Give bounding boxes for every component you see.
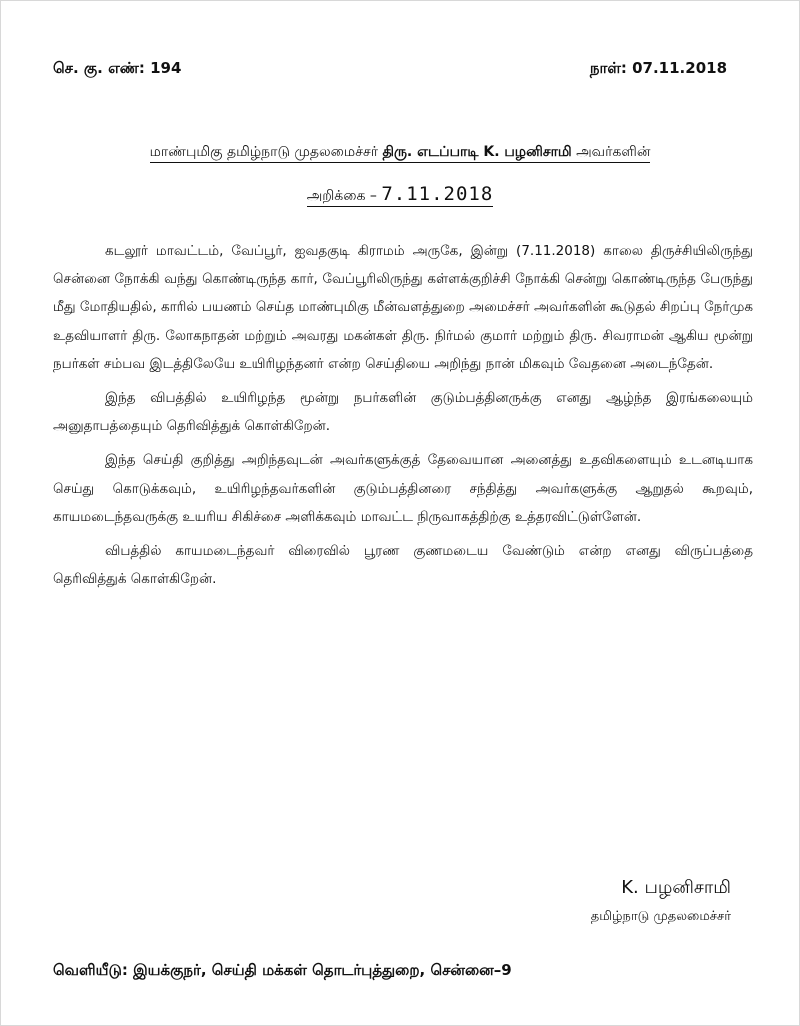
subheading-date: 7.11.2018	[381, 183, 494, 205]
paragraph-2: இந்த விபத்தில் உயிரிழந்த மூன்று நபர்களின் குடும்பத்தினருக்கு எனது ஆழ்ந்த இரங்கலையும் அனுதாபத்தையும் தெரிவித்துக் கொள்கிறேன்.	[53, 390, 753, 435]
heading-name: திரு. எடப்பாடி K. பழனிசாமி	[382, 144, 572, 160]
release-footer: வெளியீடு: இயக்குநர், செய்தி மக்கள் தொடர்புத்துறை, சென்னை–9	[53, 961, 512, 979]
subheading-underline	[306, 183, 494, 207]
statement-subheading	[1, 183, 799, 206]
paragraph-1: கடலூர் மாவட்டம், வேப்பூர், ஐவதகுடி கிராமம் அருகே, இன்று (7.11.2018) காலை திருச்சியிலிருந்து சென்னை நோக்கி வந்து கொண்டிருந்த கார், வேப்பூரிலிருந்து கள்ளக்குறிச்சி நோக்கி சென்று கொண்டிருந்த பேருந்து மீது மோதியதில், காரில் பயணம் செய்த மாண்புமிகு மீன்வளத்துறை அமைச்சர் அவர்களின் கூடுதல் சிறப்பு நேர்முக உதவியாளர் திரு. லோகநாதன் மற்றும் அவரது மகன்கள் திரு. நிர்மல் குமார் மற்றும் திரு. சிவராமன் ஆகிய மூன்று நபர்கள் சம்பவ இடத்திலேயே உயிரிழந்தனர் என்ற செய்தியை அறிந்து நான் மிகவும் வேதனை அடைந்தேன்.	[53, 243, 753, 372]
paragraph-3: இந்த செய்தி குறித்து அறிந்தவுடன் அவர்களுக்குத் தேவையான அனைத்து உதவிகளையும் உடனடியாக செய்து கொடுக்கவும், உயிரிழந்தவர்களின் குடும்பத்தினரை சந்தித்து அவர்களுக்கு ஆறுதல் கூறவும், காயமடைந்தவருக்கு உயரிய சிகிச்சை அளிக்கவும் மாவட்ட நிருவாகத்திற்கு உத்தரவிட்டுள்ளேன்.	[53, 452, 753, 525]
signatory-title: தமிழ்நாடு முதலமைச்சர்	[590, 909, 731, 924]
statement-heading	[1, 144, 799, 162]
document-header	[53, 59, 727, 79]
heading-suffix: அவர்களின்	[571, 144, 651, 160]
signatory-name: K. பழனிசாமி	[621, 877, 731, 898]
heading-prefix: மாண்புமிகு தமிழ்நாடு முதலமைச்சர்	[149, 144, 383, 160]
reference-number: செ. கு. எண்: 194	[53, 59, 182, 77]
subheading-label: அறிக்கை –	[306, 188, 382, 204]
paragraph-4: விபத்தில் காயமடைந்தவர் விரைவில் பூரண குணமடைய வேண்டும் என்ற எனது விருப்பத்தை தெரிவித்துக் கொள்கிறேன்.	[53, 543, 753, 588]
heading-underline	[150, 144, 651, 163]
statement-body	[53, 237, 753, 593]
document-date: நாள்: 07.11.2018	[589, 59, 727, 77]
